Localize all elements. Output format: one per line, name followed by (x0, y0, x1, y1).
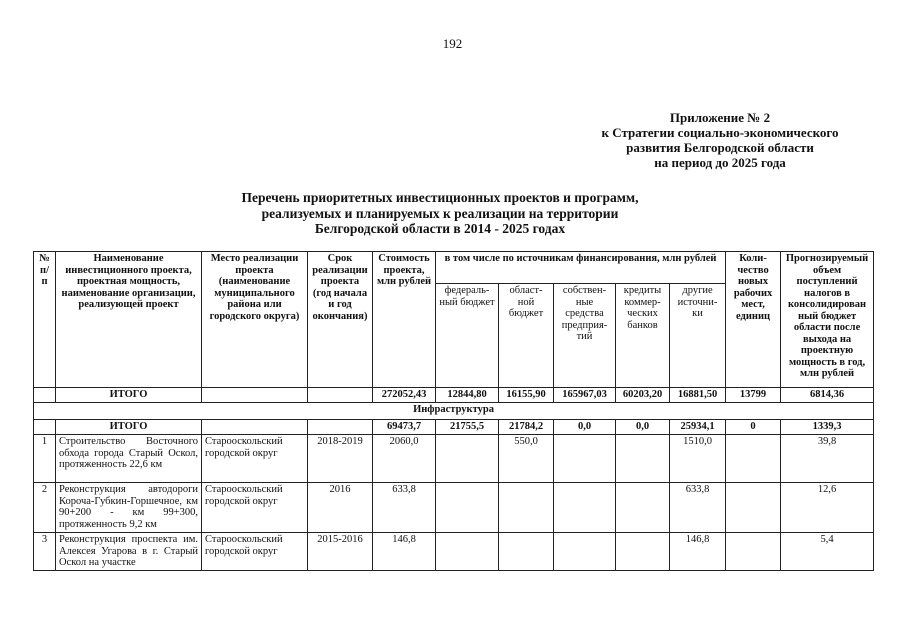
appendix-line-3: развития Белгородской области (626, 140, 814, 155)
appendix-line-1: Приложение № 2 (669, 110, 771, 125)
project-own (554, 435, 616, 483)
section-total-federal: 21755,5 (436, 420, 499, 435)
table-row (34, 435, 874, 483)
project-taxes: 5,4 (781, 533, 874, 571)
header-row-top (34, 252, 874, 284)
project-regional (499, 483, 554, 533)
project-name: Реконструкция проспекта им. Алексея Угарова в г. Старый Оскол на участке (56, 533, 202, 571)
project-credits (616, 483, 670, 533)
appendix-line-4: на период до 2025 года (654, 155, 786, 170)
project-cost: 146,8 (373, 533, 436, 571)
header-cost: Стоимость проекта, млн рублей (373, 252, 436, 388)
appendix-heading (560, 110, 880, 170)
project-name: Реконструкция автодороги Короча-Губкин-Горшечное, км 90+200 - км 99+300, протяженность 9,2 км (56, 483, 202, 533)
project-cost: 633,8 (373, 483, 436, 533)
header-sources-group: в том числе по источникам финансирования, млн рублей (436, 252, 726, 284)
section-total-jobs: 0 (726, 420, 781, 435)
project-term: 2015-2016 (308, 533, 373, 571)
project-taxes: 12,6 (781, 483, 874, 533)
section-total-own: 0,0 (554, 420, 616, 435)
project-credits (616, 533, 670, 571)
grand-total-other: 16881,50 (670, 388, 726, 403)
project-cost: 2060,0 (373, 435, 436, 483)
project-other: 633,8 (670, 483, 726, 533)
section-total-other: 25934,1 (670, 420, 726, 435)
title-line-1: Перечень приоритетных инвестиционных проектов и программ, (241, 190, 639, 205)
grand-total-row (34, 388, 874, 403)
row-number: 2 (34, 483, 56, 533)
project-federal (436, 483, 499, 533)
header-regional: област-ной бюджет (499, 284, 554, 388)
grand-total-credits: 60203,20 (616, 388, 670, 403)
page-number: 192 (442, 36, 463, 51)
header-other: другие источни-ки (670, 284, 726, 388)
header-taxes: Прогнозируемый объем поступлений налогов в консолидирован ный бюджет области после выхода на проектную мощность в год, млн рублей (781, 252, 874, 388)
project-name: Строительство Восточного обхода города Старый Оскол, протяженность 22,6 км (56, 435, 202, 483)
project-term: 2016 (308, 483, 373, 533)
section-title: Инфраструктура (34, 403, 874, 420)
project-jobs (726, 483, 781, 533)
project-other: 1510,0 (670, 435, 726, 483)
row-number: 1 (34, 435, 56, 483)
grand-total-jobs: 13799 (726, 388, 781, 403)
header-credits: кредиты коммер-ческих банков (616, 284, 670, 388)
header-jobs: Коли-чество новых рабочих мест, единиц (726, 252, 781, 388)
header-place: Место реализации проекта (наименование муниципального района или городского округа) (202, 252, 308, 388)
header-project-name: Наименование инвестиционного проекта, проектная мощность, наименование организации, реализующей проект (56, 252, 202, 388)
document-title (190, 190, 690, 237)
section-total-regional: 21784,2 (499, 420, 554, 435)
row-number: 3 (34, 533, 56, 571)
header-own-funds: собствен-ные средства предприя-тий (554, 284, 616, 388)
header-federal: федераль-ный бюджет (436, 284, 499, 388)
project-own (554, 483, 616, 533)
section-total-cost: 69473,7 (373, 420, 436, 435)
project-other: 146,8 (670, 533, 726, 571)
title-line-3: Белгородской области в 2014 - 2025 годах (314, 221, 566, 236)
project-term: 2018-2019 (308, 435, 373, 483)
grand-total-taxes: 6814,36 (781, 388, 874, 403)
appendix-line-2: к Стратегии социально-экономического (601, 125, 839, 140)
header-term: Срок реализации проекта (год начала и год окончания) (308, 252, 373, 388)
grand-total-label: ИТОГО (56, 388, 202, 403)
project-federal (436, 435, 499, 483)
project-regional (499, 533, 554, 571)
project-federal (436, 533, 499, 571)
section-total-taxes: 1339,3 (781, 420, 874, 435)
projects-table (33, 251, 874, 571)
project-taxes: 39,8 (781, 435, 874, 483)
grand-total-own: 165967,03 (554, 388, 616, 403)
header-num: № п/п (34, 252, 56, 388)
section-row (34, 403, 874, 420)
project-place: Старооскольский городской округ (202, 435, 308, 483)
project-regional: 550,0 (499, 435, 554, 483)
project-place: Старооскольский городской округ (202, 483, 308, 533)
title-line-2: реализуемых и планируемых к реализации на территории (261, 205, 619, 221)
grand-total-regional: 16155,90 (499, 388, 554, 403)
table-row (34, 533, 874, 571)
grand-total-cost: 272052,43 (373, 388, 436, 403)
project-own (554, 533, 616, 571)
table-row (34, 483, 874, 533)
project-place: Старооскольский городской округ (202, 533, 308, 571)
grand-total-federal: 12844,80 (436, 388, 499, 403)
section-total-label: ИТОГО (56, 420, 202, 435)
project-jobs (726, 533, 781, 571)
project-credits (616, 435, 670, 483)
section-total-row (34, 420, 874, 435)
project-jobs (726, 435, 781, 483)
section-total-credits: 0,0 (616, 420, 670, 435)
